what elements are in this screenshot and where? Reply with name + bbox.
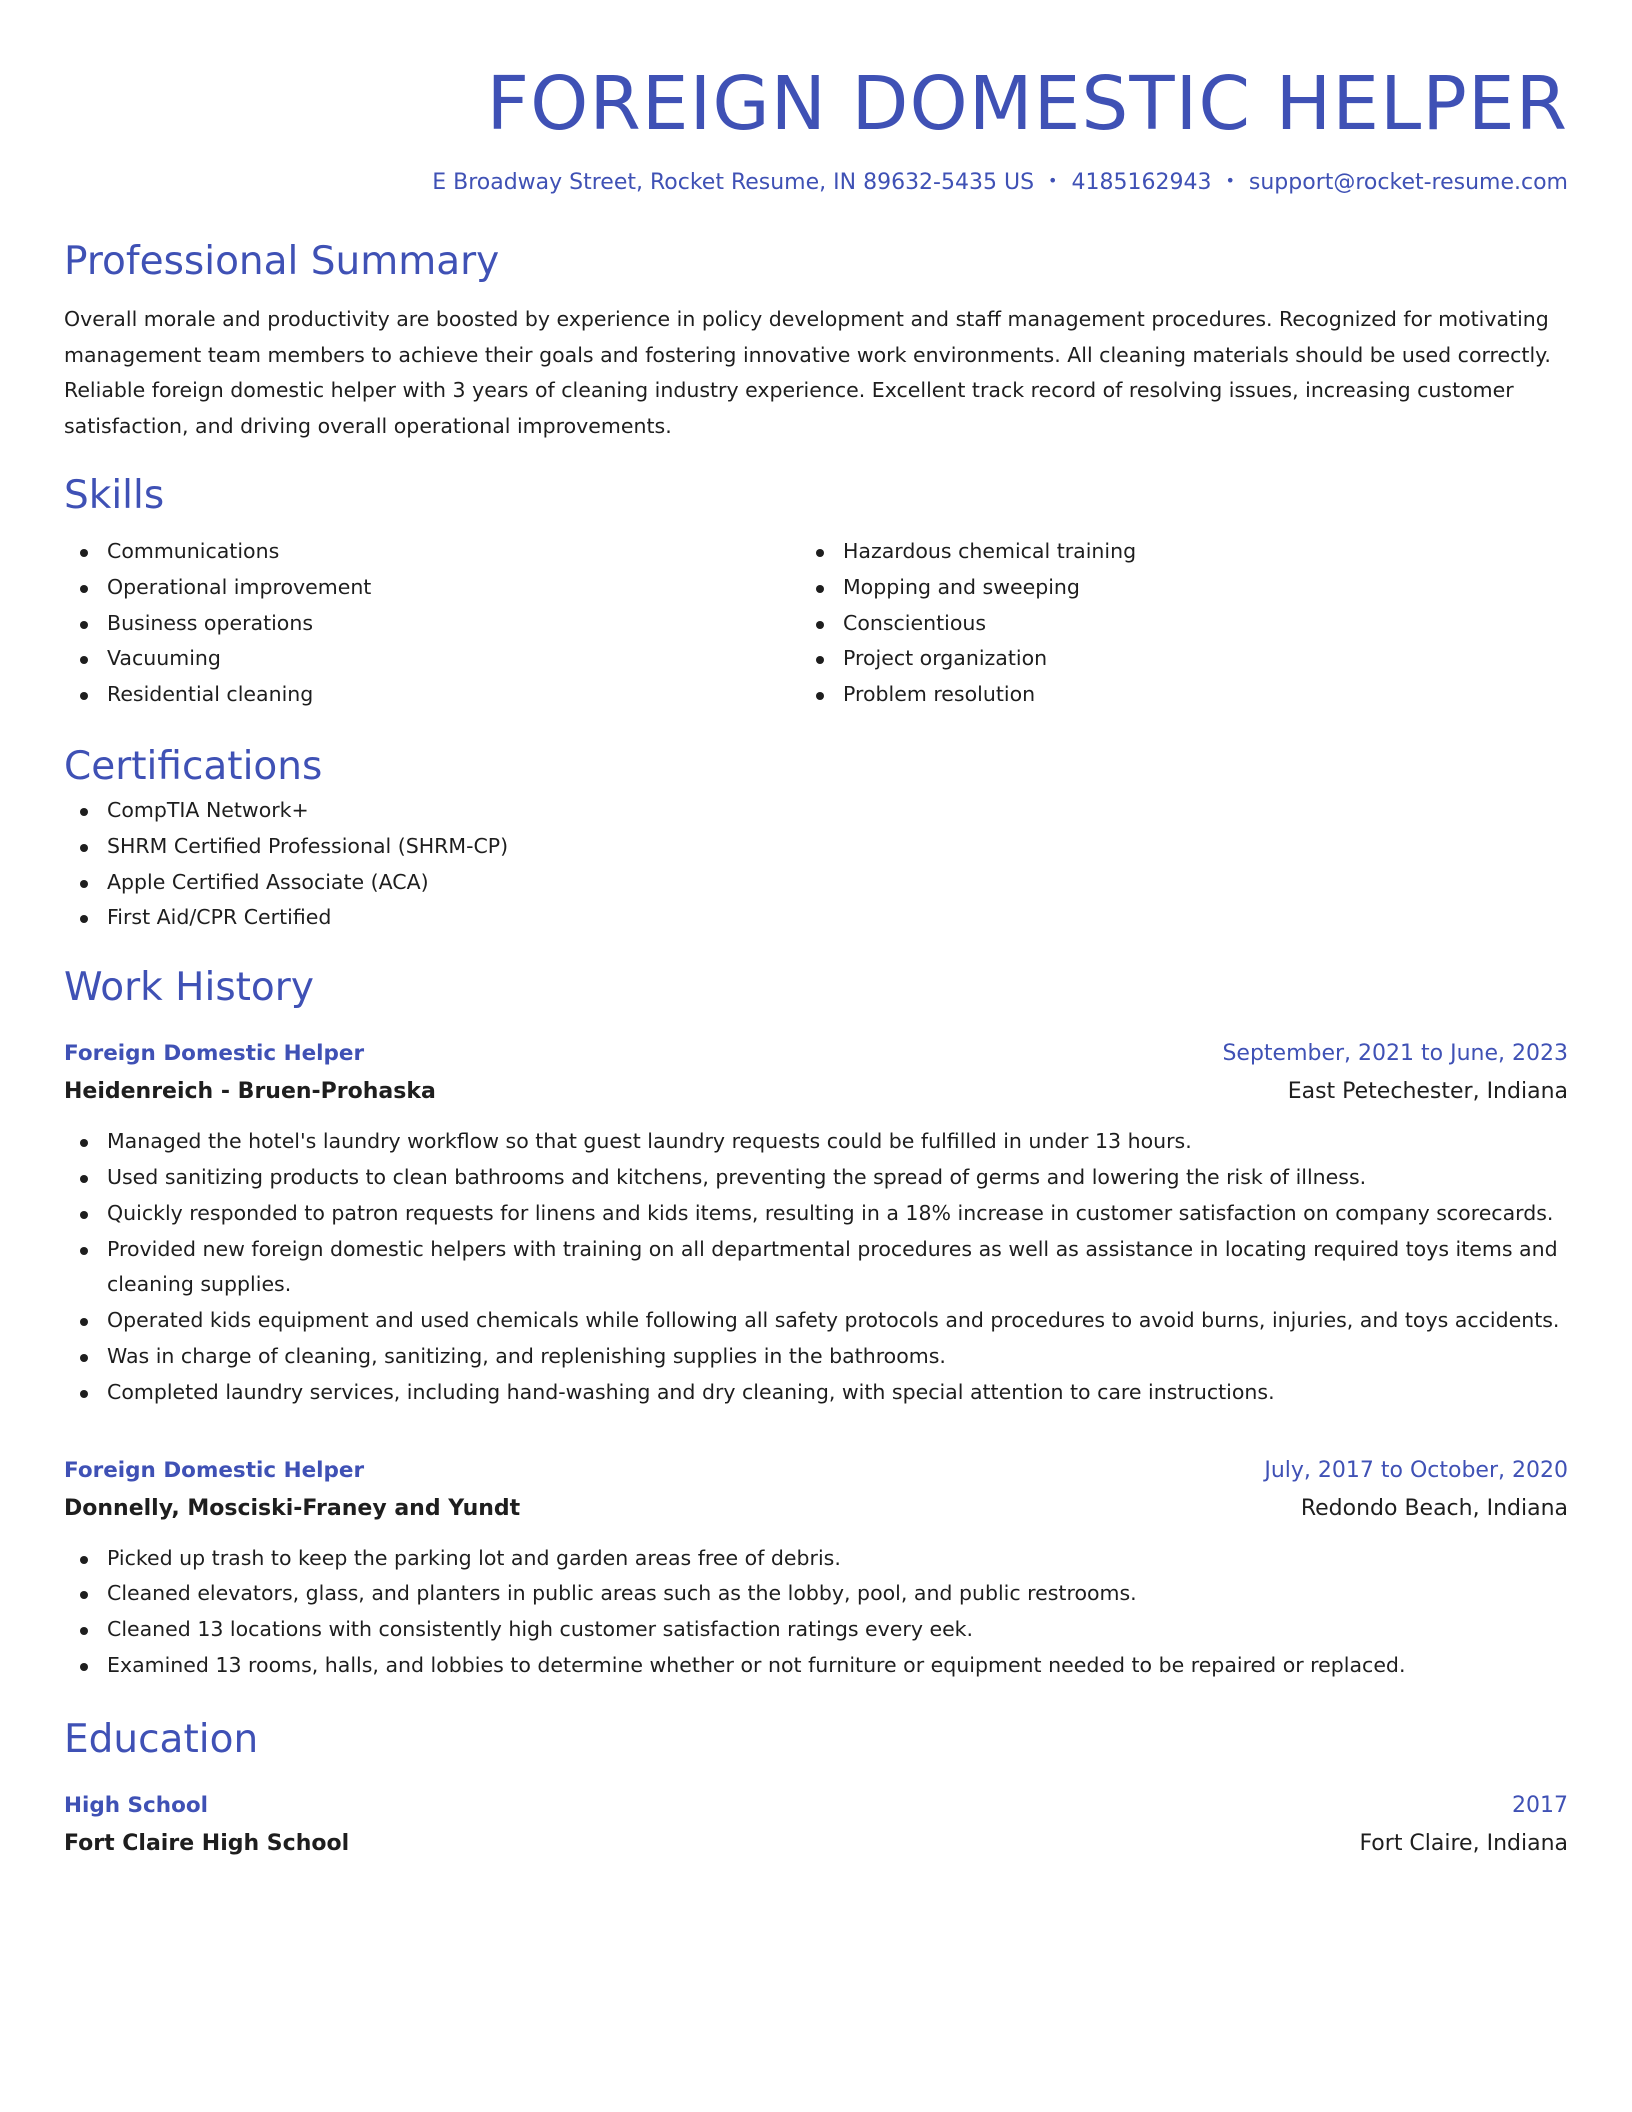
job-employer-row xyxy=(64,1489,1568,1529)
education-degree: High School xyxy=(64,1792,208,1818)
job-bullet: Cleaned 13 locations with consistently high customer satisfaction ratings every eek. xyxy=(64,1612,1568,1648)
resume-name: FOREIGN DOMESTIC HELPER xyxy=(486,61,1568,147)
job-employer: Donnelly, Mosciski-Franey and Yundt xyxy=(64,1495,521,1521)
education-year: 2017 xyxy=(1512,1792,1568,1818)
skills-right-list xyxy=(800,534,1536,713)
summary-heading: Professional Summary xyxy=(64,239,500,284)
education-location: Fort Claire, Indiana xyxy=(1359,1830,1568,1856)
skill-item: Communications xyxy=(64,534,800,570)
contact-address: E Broadway Street, Rocket Resume, IN 89632-5435 US xyxy=(432,170,1035,195)
job-title: Foreign Domestic Helper xyxy=(64,1041,365,1067)
job-bullet: Provided new foreign domestic helpers with training on all departmental procedures as well as assistance in locating required toys items and cleaning supplies. xyxy=(64,1232,1568,1304)
job-location: Redondo Beach, Indiana xyxy=(1300,1495,1568,1521)
education-school: Fort Claire High School xyxy=(64,1830,350,1856)
skill-item: Operational improvement xyxy=(64,570,800,606)
job-employer-row xyxy=(64,1072,1568,1112)
job-dates: September, 2021 to June, 2023 xyxy=(1222,1041,1568,1067)
skill-item: Business operations xyxy=(64,606,800,642)
education-entry xyxy=(64,1788,1568,1864)
certification-item: Apple Certified Associate (ACA) xyxy=(64,865,1568,901)
certifications-heading: Certifications xyxy=(64,743,323,789)
job-bullet: Picked up trash to keep the parking lot and garden areas free of debris. xyxy=(64,1541,1568,1577)
contact-phone: 4185162943 xyxy=(1071,170,1212,195)
skill-item: Vacuuming xyxy=(64,641,800,677)
job-bullet: Cleaned elevators, glass, and planters in public areas such as the lobby, pool, and public restrooms. xyxy=(64,1576,1568,1612)
education-school-row xyxy=(64,1824,1568,1864)
job-header-row xyxy=(64,1453,1568,1489)
job-bullet: Was in charge of cleaning, sanitizing, and replenishing supplies in the bathrooms. xyxy=(64,1339,1568,1375)
job-header-row xyxy=(64,1036,1568,1072)
certification-item: SHRM Certified Professional (SHRM-CP) xyxy=(64,829,1568,865)
work-history-heading: Work History xyxy=(64,965,314,1011)
job-bullets xyxy=(64,1541,1568,1684)
job-bullet: Completed laundry services, including hand-washing and dry cleaning, with special attention to care instructions. xyxy=(64,1375,1568,1411)
separator-dot: • xyxy=(1048,171,1058,190)
skills-left-list xyxy=(64,534,800,713)
job-bullet: Managed the hotel's laundry workflow so that guest laundry requests could be fulfilled in under 13 hours. xyxy=(64,1124,1568,1160)
skill-item: Mopping and sweeping xyxy=(800,570,1536,606)
job-bullet: Examined 13 rooms, halls, and lobbies to determine whether or not furniture or equipment needed to be repaired or replaced. xyxy=(64,1648,1568,1684)
job-bullets xyxy=(64,1124,1568,1410)
summary-text: Overall morale and productivity are boosted by experience in policy development and staff management procedures. Recognized for motivating management team members to achieve their goals and fostering innovative work environments. All cleaning materials should be used correctly. Reliable foreign domestic helper with 3 years of cleaning industry experience. Excellent track record of resolving issues, increasing customer satisfaction, and driving overall operational improvements. xyxy=(64,307,1551,438)
separator-dot: • xyxy=(1225,171,1235,190)
job-bullet: Used sanitizing products to clean bathrooms and kitchens, preventing the spread of germs and lowering the risk of illness. xyxy=(64,1160,1568,1196)
skills-columns xyxy=(64,534,1568,713)
skills-heading: Skills xyxy=(64,473,165,518)
skill-item: Conscientious xyxy=(800,606,1536,642)
job-bullet: Quickly responded to patron requests for linens and kids items, resulting in a 18% increase in customer satisfaction on company scorecards. xyxy=(64,1196,1568,1232)
job-bullet: Operated kids equipment and used chemicals while following all safety protocols and procedures to avoid burns, injuries, and toys accidents. xyxy=(64,1303,1568,1339)
skill-item: Residential cleaning xyxy=(64,677,800,713)
certifications-list xyxy=(64,793,1568,936)
job-location: East Petechester, Indiana xyxy=(1287,1079,1568,1105)
education-heading: Education xyxy=(64,1716,259,1762)
education-header-row xyxy=(64,1788,1568,1824)
job-entry xyxy=(64,1036,1568,1410)
job-title: Foreign Domestic Helper xyxy=(64,1457,365,1483)
certification-item: CompTIA Network+ xyxy=(64,793,1568,829)
contact-email[interactable]: support@rocket-resume.com xyxy=(1248,170,1568,195)
job-employer: Heidenreich - Bruen-Prohaska xyxy=(64,1079,436,1105)
skill-item: Project organization xyxy=(800,641,1536,677)
certification-item: First Aid/CPR Certified xyxy=(64,900,1568,936)
skill-item: Problem resolution xyxy=(800,677,1536,713)
skill-item: Hazardous chemical training xyxy=(800,534,1536,570)
job-entry xyxy=(64,1453,1568,1684)
job-dates: July, 2017 to October, 2020 xyxy=(1264,1457,1568,1483)
contact-line xyxy=(64,166,1568,200)
